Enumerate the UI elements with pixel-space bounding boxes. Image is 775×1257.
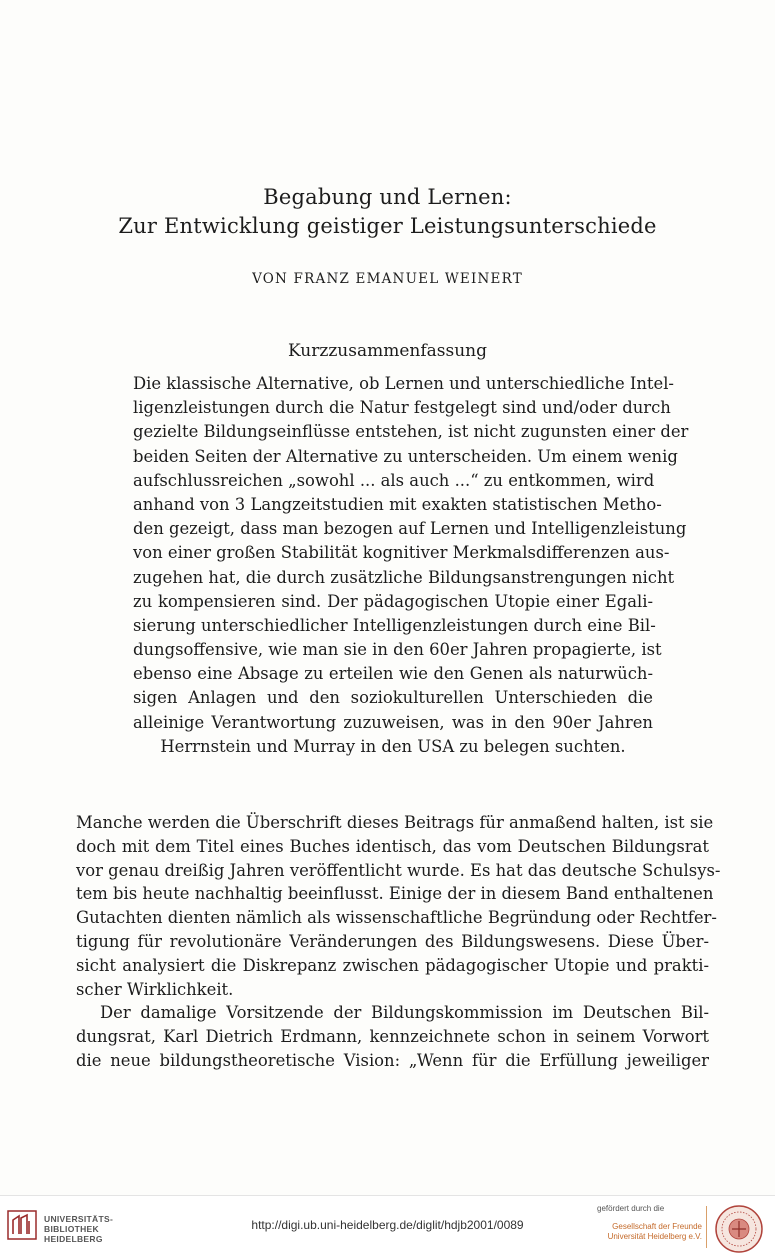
abstract-line: den gezeigt, dass man bezogen auf Lernen und Intelligenzleistung (133, 519, 687, 539)
body-line: tigung für revolutionäre Veränderungen des Bildungswesens. Diese Über- (76, 931, 709, 951)
abstract-line: anhand von 3 Langzeitstudien mit exakten statistischen Metho- (133, 494, 662, 514)
abstract-line: zu kompensieren sind. Der pädagogischen Utopie einer Egali- (133, 591, 653, 611)
author-line: VON FRANZ EMANUEL WEINERT (252, 271, 523, 287)
abstract-line: dungsoffensive, wie man sie in den 60er Jahren propagierte, ist (133, 640, 662, 660)
abstract-line: Herrnstein und Murray in den USA zu belegen suchten. (160, 736, 626, 756)
body-line: tem bis heute nachhaltig beeinflusst. Einige der in diesem Band enthaltenen (76, 884, 714, 904)
abstract-text (133, 372, 689, 759)
body-line: vor genau dreißig Jahren veröffentlicht wurde. Es hat das deutsche Schulsys- (76, 860, 721, 880)
source-url-link[interactable]: http://digi.ub.uni-heidelberg.de/diglit/hdjb2001/0089 (251, 1218, 524, 1232)
abstract-line: ligenzleistungen durch die Natur festgelegt sind und/oder durch (133, 398, 671, 418)
body-line: Der damalige Vorsitzende der Bildungskommission im Deutschen Bil- (100, 1003, 709, 1023)
abstract-line: gezielte Bildungseinflüsse entstehen, ist nicht zugunsten einer der (133, 422, 689, 442)
abstract-line: von einer großen Stabilität kognitiver Merkmalsdifferenzen aus- (133, 543, 670, 563)
title-line-2: Zur Entwicklung geistiger Leistungsunterschiede (118, 214, 657, 238)
title-line-1: Begabung und Lernen: (263, 185, 512, 209)
abstract-line: sigen Anlagen und den soziokulturellen Unterschieden die (133, 688, 653, 708)
society-name: Gesellschaft der Freunde Universität Heidelberg e.V. (607, 1222, 702, 1241)
digitization-footer (0, 1195, 775, 1257)
supported-by-label: gefördert durch die (597, 1204, 665, 1213)
body-text (76, 811, 721, 1073)
abstract-line: beiden Seiten der Alternative zu unterscheiden. Um einem wenig (133, 446, 678, 466)
abstract-line: zugehen hat, die durch zusätzliche Bildungsanstrengungen nicht (133, 567, 675, 587)
library-name: UNIVERSITÄTS- BIBLIOTHEK HEIDELBERG (44, 1214, 114, 1244)
abstract-line: sierung unterschiedlicher Intelligenzleistungen durch eine Bil- (133, 615, 656, 635)
abstract-line: alleinige Verantwortung zuzuweisen, was in den 90er Jahren (133, 712, 653, 732)
abstract-line: ebenso eine Absage zu erteilen wie den Genen als naturwüch- (133, 664, 653, 684)
abstract-line: Die klassische Alternative, ob Lernen und unterschiedliche Intel- (133, 374, 674, 393)
body-line: sicht analysiert die Diskrepanz zwischen pädagogischer Utopie und prakti- (76, 955, 709, 975)
footer-divider (706, 1206, 707, 1248)
body-line: Gutachten dienten nämlich als wissenschaftliche Begründung oder Rechtfer- (76, 908, 717, 928)
body-line: dungsrat, Karl Dietrich Erdmann, kennzeichnete schon in seinem Vorwort (76, 1027, 709, 1047)
body-line: doch mit dem Titel eines Buches identisch, das vom Deutschen Bildungsrat (76, 836, 709, 856)
abstract-heading: Kurzzusammenfassung (287, 341, 488, 361)
body-line: die neue bildungstheoretische Vision: „Wenn für die Erfüllung jeweiliger (76, 1050, 709, 1070)
body-line: scher Wirklichkeit. (76, 979, 234, 999)
abstract-line: aufschlussreichen „sowohl ... als auch ...“ zu entkommen, wird (133, 470, 655, 490)
university-seal-icon (714, 1204, 764, 1254)
body-line: Manche werden die Überschrift dieses Beitrags für anmaßend halten, ist sie (76, 813, 714, 832)
